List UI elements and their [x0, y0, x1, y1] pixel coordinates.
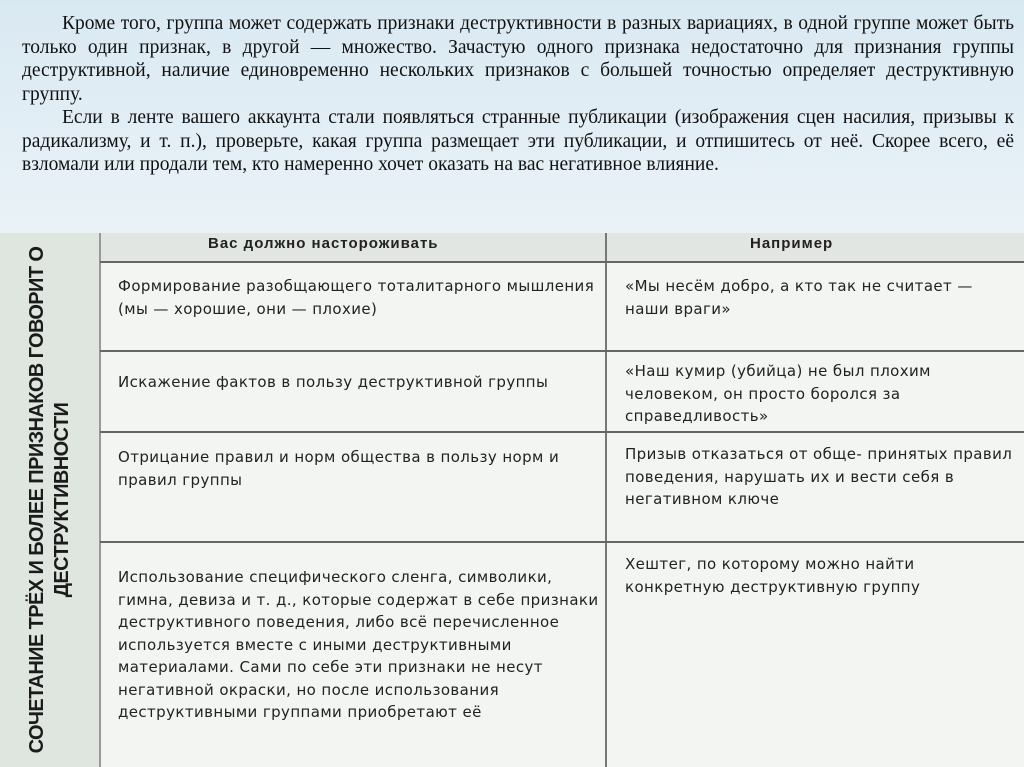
signs-table [0, 233, 1024, 767]
side-label-column [0, 233, 100, 767]
table-row-2-example: «Наш кумир (убийца) не был плохим человеком, он просто боролся за справедливость» [625, 362, 931, 425]
header-signs: Вас должно настороживать [208, 235, 439, 252]
intro-paragraph-1: Кроме того, группа может содержать признаки деструктивности в разных вариациях, в одной группе может быть только один признак, в другой — множество. Зачастую одного признака недостаточно для признания группы деструктивной, наличие единовременно нескольких признаков с большей точностью определяет деструктивную группу. [22, 13, 1014, 105]
side-label: СОЧЕТАНИЕ ТРЁХ И БОЛЕЕ ПРИЗНАКОВ ГОВОРИТ О ДЕСТРУКТИВНОСТИ [26, 246, 73, 754]
table-row-1-sign: Формирование разобщающего тоталитарного мышления (мы — хорошие, они — плохие) [118, 277, 595, 318]
table-header-row [100, 233, 1024, 261]
table-row-2-sign: Искажение фактов в пользу деструктивной группы [118, 373, 549, 391]
table-row-4-sign: Использование специфического сленга, символики, гимна, девиза и т. д., которые содержат в себе признаки деструктивного поведения, либо всё перечисленное используется вместе с иными деструктивными материалами. Сами по себе эти признаки не несут негативной окраски, но после использования деструктивными группами приобретают её [118, 568, 599, 721]
row-divider-1 [100, 350, 1024, 352]
table-row-4-example: Хештег, по которому можно найти конкретную деструктивную группу [625, 555, 921, 596]
row-divider-2 [100, 431, 1024, 433]
table-row-3-sign: Отрицание правил и норм общества в пользу норм и правил группы [118, 448, 560, 489]
side-divider [99, 233, 101, 767]
intro-text [22, 12, 1014, 177]
intro-paragraph-2: Если в ленте вашего аккаунта стали появляться странные публикации (изображения сцен насилия, призывы к радикализму, и т. п.), проверьте, какая группа размещает эти публикации, и отпишитесь от неё. Скорее всего, её взломали или продали тем, кто намеренно хочет оказать на вас негативное влияние. [22, 107, 1014, 175]
table-row-1-example: «Мы несём добро, а кто так не считает — наши враги» [625, 277, 973, 318]
row-divider-header [100, 261, 1024, 263]
row-divider-3 [100, 541, 1024, 543]
table-row-3-example: Призыв отказаться от обще- принятых правил поведения, нарушать их и вести себя в негативном ключе [625, 445, 1013, 508]
header-examples: Например [750, 235, 834, 252]
column-divider [605, 233, 607, 767]
